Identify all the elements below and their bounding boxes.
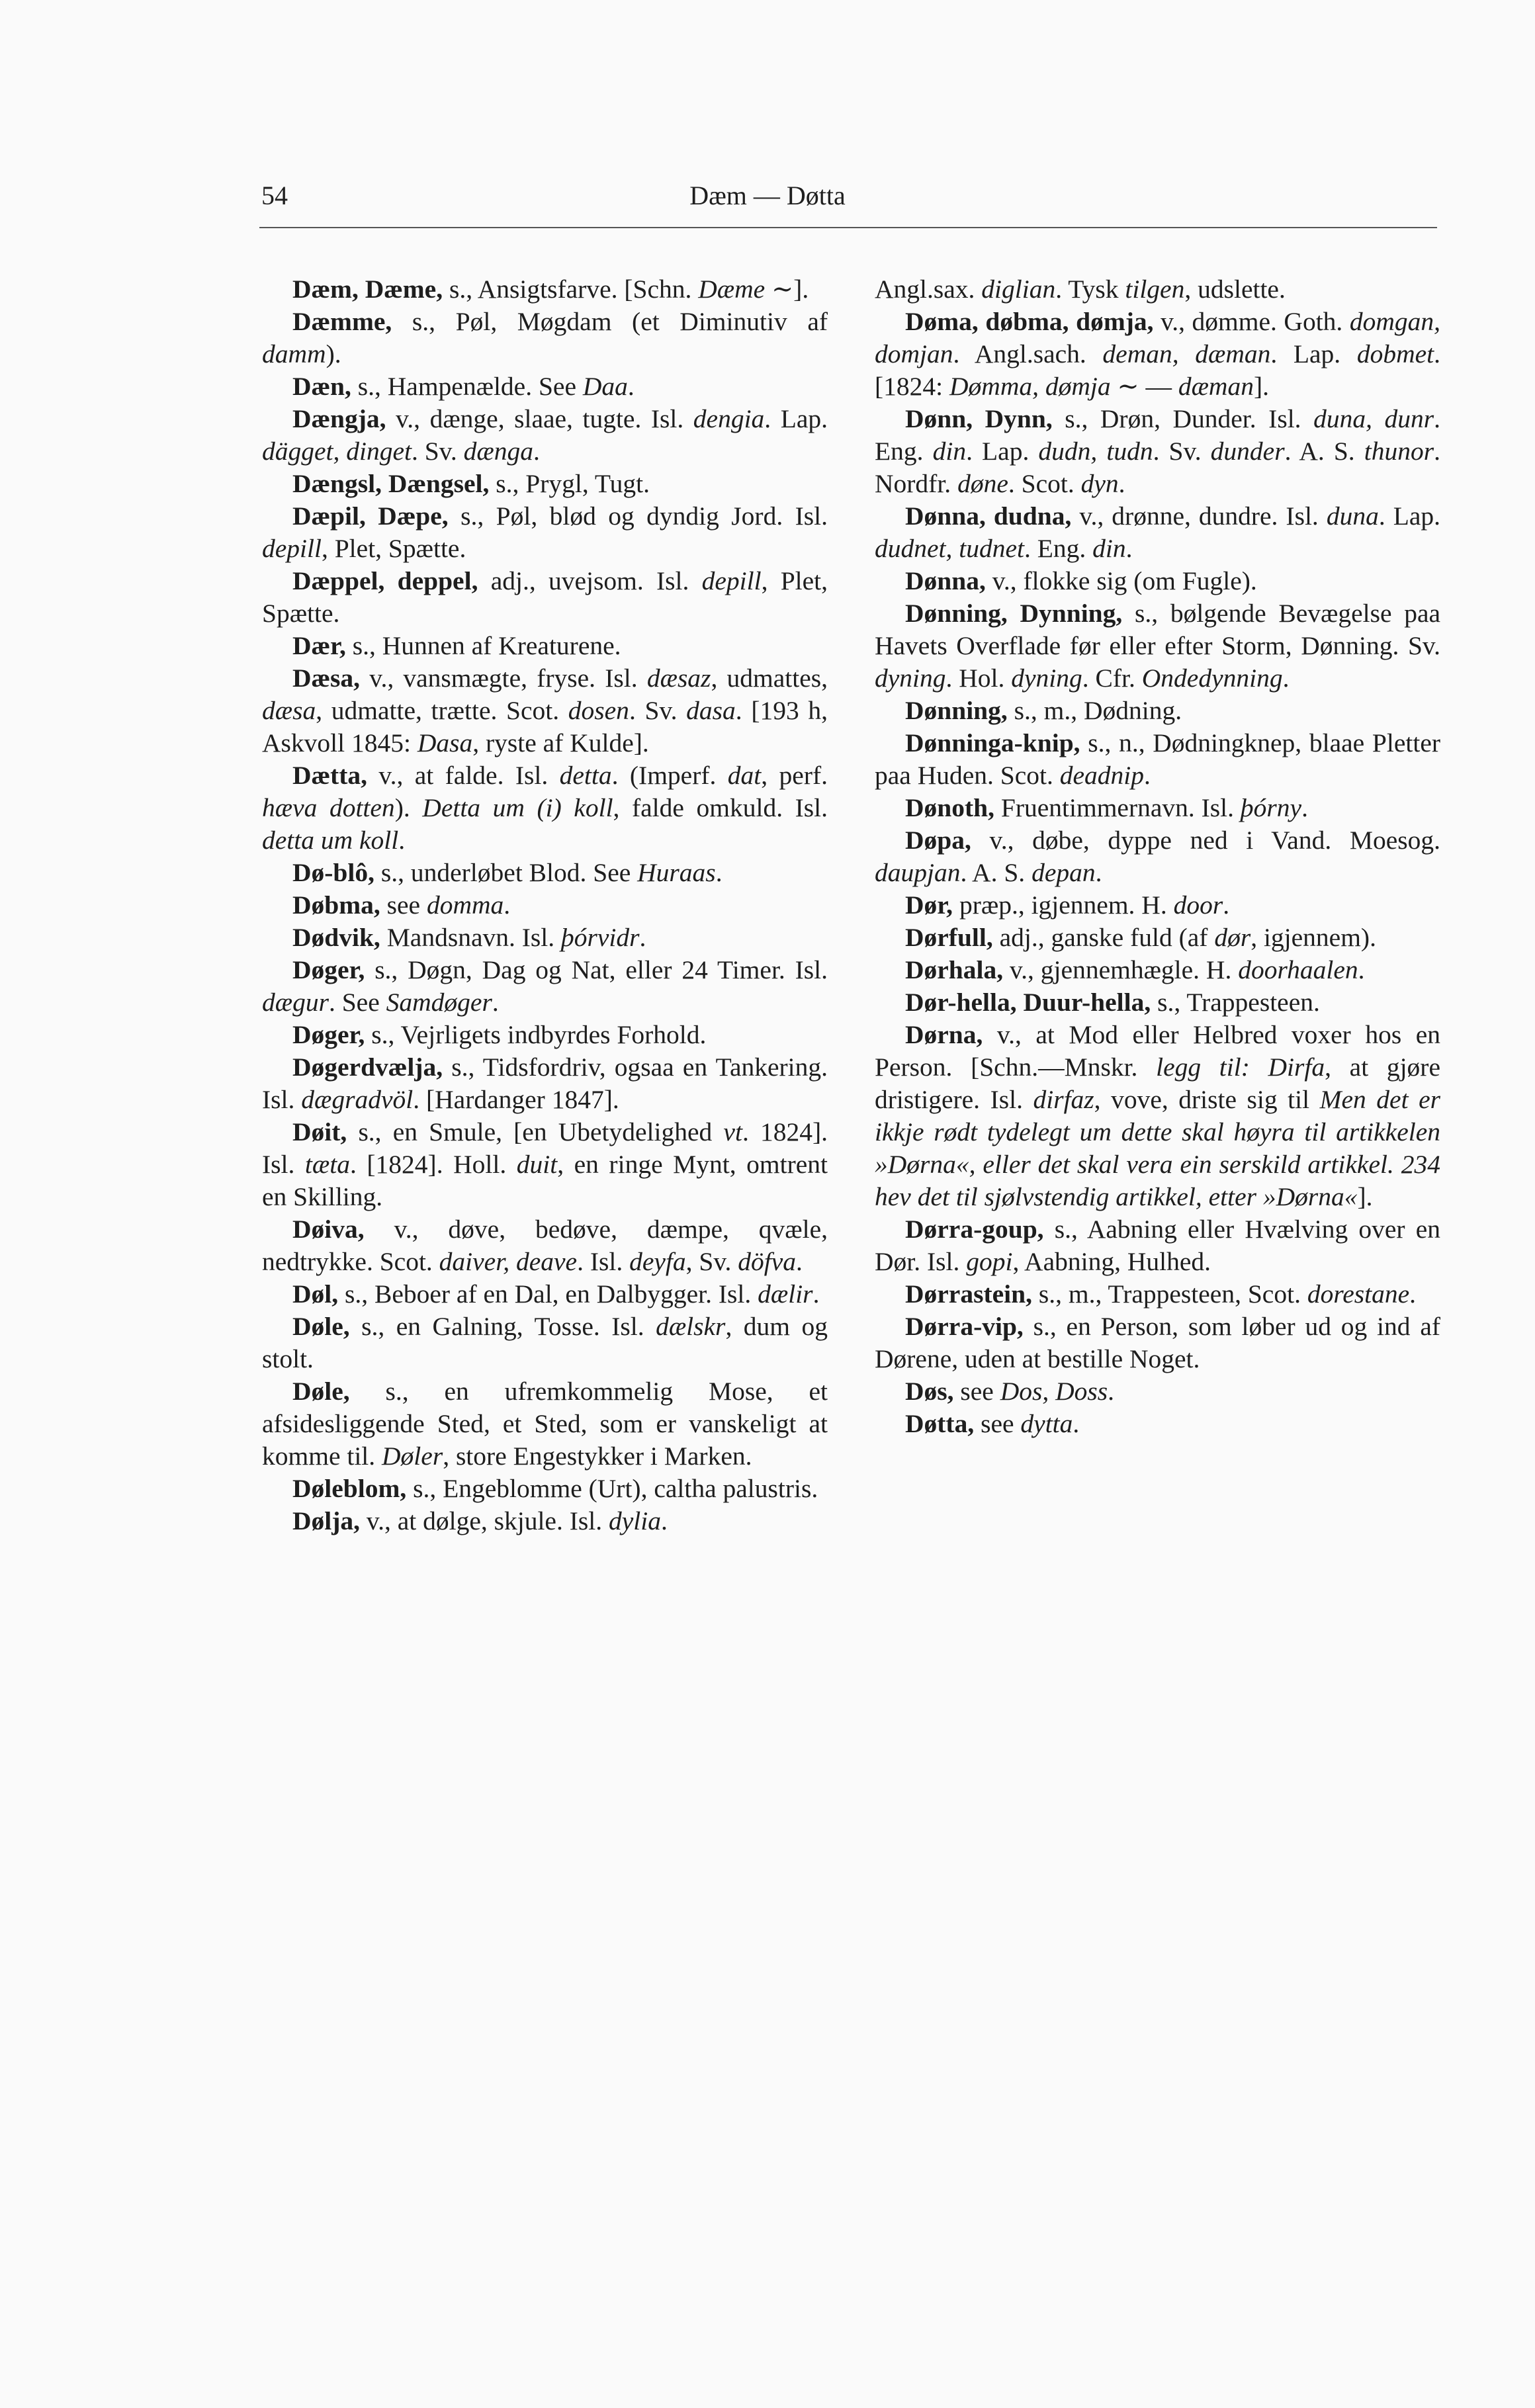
entry-definition: v., at falde. Isl. detta. (Imperf. dat, perf. hæva dotten). Detta um (i) koll, falde omkuld. Isl. detta um koll. [262, 761, 828, 855]
dictionary-entry [262, 1116, 828, 1213]
entry-definition: s., Beboer af en Dal, en Dalbygger. Isl. dælir. [345, 1279, 820, 1309]
entry-headword: Dør, [905, 890, 953, 920]
entry-definition: see dytta. [981, 1409, 1080, 1438]
dictionary-entry [875, 1408, 1440, 1440]
entry-definition: Fruentimmernavn. Isl. þórny. [1000, 793, 1308, 822]
entry-headword: Dætta, [292, 761, 367, 790]
running-head: Dæm — Døtta [689, 181, 846, 210]
dictionary-entry [262, 1278, 828, 1311]
entry-definition: s., Pøl, blød og dyndig Jord. Isl. depill, Plet, Spætte. [262, 501, 828, 563]
dictionary-entry [262, 857, 828, 889]
dictionary-entry [262, 1051, 828, 1116]
entry-headword: Dønninga-knip, [905, 728, 1080, 757]
entry-headword: Døger, [292, 955, 365, 984]
entry-headword: Dæpil, Dæpe, [292, 501, 449, 531]
entry-definition: v., dømme. Goth. domgan, domjan. Angl.sach. deman, dæman. Lap. dobmet. [1824: Dømma, dømja ∼ — dæman]. [875, 307, 1441, 401]
entry-definition: v., døbe, dyppe ned i Vand. Moesog. daupjan. A. S. depan. [875, 826, 1441, 887]
entry-headword: Dørfull, [905, 923, 993, 952]
entry-definition: s., m., Dødning. [1014, 696, 1182, 725]
entry-definition: s., Vejrligets indbyrdes Forhold. [371, 1020, 707, 1049]
entry-definition: adj., uvejsom. Isl. depill, Plet, Spætte. [262, 566, 828, 628]
dictionary-entry [875, 824, 1440, 889]
left-column [262, 273, 828, 1537]
entry-definition: s., en Galning, Tosse. Isl. dælskr, dum og stolt. [262, 1312, 828, 1373]
right-column [875, 273, 1440, 1440]
entry-headword: Dær, [292, 631, 346, 660]
dictionary-entry [262, 630, 828, 662]
dictionary-entry [875, 597, 1440, 695]
entry-headword: Dønning, [905, 696, 1008, 725]
entry-headword: Døle, [292, 1312, 350, 1341]
dictionary-entry [262, 1505, 828, 1537]
dictionary-entry [875, 986, 1440, 1019]
entry-headword: Dæm, Dæme, [292, 275, 443, 304]
dictionary-entry [875, 1019, 1440, 1213]
dictionary-entry [262, 1311, 828, 1375]
dictionary-entry [262, 306, 828, 370]
entry-definition: v., flokke sig (om Fugle). [992, 566, 1257, 595]
entry-definition: v., at Mod eller Helbred voxer hos en Person. [Schn.—Mnskr. legg til: Dirfa, at gjøre dristigere. Isl. dirfaz, vove, driste sig til Men det er ikkje rødt tydelegt um dette skal høyra til artikkelen »Dørna«, eller det skal vera ein serskild artikkel. 234 hev det til sjølvstendig artikkel, etter »Dørna«]. [875, 1020, 1440, 1211]
dictionary-entry [262, 922, 828, 954]
dictionary-entry [262, 1375, 828, 1473]
entry-definition: s., Døgn, Dag og Nat, eller 24 Timer. Isl. dægur. See Samdøger. [262, 955, 828, 1017]
entry-headword: Dørrastein, [905, 1279, 1032, 1309]
dictionary-entry [875, 1311, 1440, 1375]
entry-definition: see Dos, Doss. [960, 1377, 1115, 1406]
entry-definition: Angl.sax. diglian. Tysk tilgen, udslette. [875, 275, 1286, 304]
entry-definition: s., en Person, som løber ud og ind af Dørene, uden at bestille Noget. [875, 1312, 1440, 1373]
dictionary-entry [875, 1278, 1440, 1311]
dictionary-entry [875, 1375, 1440, 1408]
entry-definition: v., gjennemhægle. H. doorhaalen. [1010, 955, 1365, 984]
entry-definition: see domma. [386, 890, 511, 920]
entry-definition: s., Drøn, Dunder. Isl. duna, dunr. Eng. din. Lap. dudn, tudn. Sv. dunder. A. S. thunor. Nordfr. døne. Scot. dyn. [875, 404, 1440, 498]
entry-headword: Dæppel, deppel, [292, 566, 478, 595]
entry-definition: v., at dølge, skjule. Isl. dylia. [366, 1506, 668, 1535]
entry-definition: s., bølgende Bevægelse paa Havets Overflade før eller efter Storm, Dønning. Sv. dyning. Hol. dyning. Cfr. Ondedynning. [875, 599, 1441, 693]
page-number: 54 [261, 181, 288, 210]
dictionary-entry [875, 695, 1440, 727]
dictionary-entry [262, 273, 828, 306]
dictionary-entry [262, 403, 828, 468]
dictionary-entry [262, 370, 828, 403]
entry-headword: Dængja, [292, 404, 386, 433]
dictionary-entry [262, 500, 828, 565]
entry-definition: s., en ufremkommelig Mose, et afsidesliggende Sted, et Sted, som er vanskeligt at komme til. Døler, store Engestykker i Marken. [262, 1377, 828, 1471]
entry-headword: Dønoth, [905, 793, 994, 822]
header-rule [259, 227, 1437, 228]
entry-headword: Dødvik, [292, 923, 380, 952]
entry-definition: s., m., Trappesteen, Scot. dorestane. [1038, 1279, 1417, 1309]
entry-headword: Dørhala, [905, 955, 1004, 984]
entry-definition: s., Ansigtsfarve. [Schn. Dæme ∼]. [449, 275, 809, 304]
entry-definition: s., n., Dødningknep, blaae Pletter paa Huden. Scot. deadnip. [875, 728, 1440, 790]
entry-headword: Dør-hella, Duur-hella, [905, 988, 1151, 1017]
dictionary-entry [875, 565, 1440, 597]
dictionary-entry [875, 922, 1440, 954]
entry-definition: v., drønne, dundre. Isl. duna. Lap. dudnet, tudnet. Eng. din. [875, 501, 1440, 563]
entry-headword: Dø-blô, [292, 858, 374, 887]
entry-headword: Dængsl, Dængsel, [292, 469, 490, 498]
entry-headword: Dørra-goup, [905, 1215, 1044, 1244]
entry-headword: Dørra-vip, [905, 1312, 1024, 1341]
entry-headword: Døl, [292, 1279, 339, 1309]
dictionary-entry [262, 1473, 828, 1505]
entry-definition: s., Tidsfordriv, ogsaa en Tankering. Isl. dægradvöl. [Hardanger 1847]. [262, 1053, 828, 1114]
entry-headword: Døgerdvælja, [292, 1053, 443, 1082]
entry-headword: Døiva, [292, 1215, 365, 1244]
dictionary-entry [262, 662, 828, 759]
entry-definition: s., Aabning eller Hvælving over en Dør. Isl. gopi, Aabning, Hulhed. [875, 1215, 1440, 1276]
dictionary-entry [875, 500, 1440, 565]
entry-headword: Dølja, [292, 1506, 361, 1535]
entry-headword: Døs, [905, 1377, 954, 1406]
entry-definition: Mandsnavn. Isl. þórvidr. [386, 923, 646, 952]
dictionary-entry [262, 468, 828, 500]
entry-headword: Døleblom, [292, 1474, 407, 1503]
entry-headword: Dæn, [292, 372, 351, 401]
dictionary-entry [875, 273, 1440, 306]
entry-definition: s., underløbet Blod. See Huraas. [380, 858, 723, 887]
entry-definition: s., Pøl, Møgdam (et Diminutiv af damm). [262, 307, 828, 368]
entry-definition: v., døve, bedøve, dæmpe, qvæle, nedtrykke. Scot. daiver, deave. Isl. deyfa, Sv. döfva. [262, 1215, 828, 1276]
entry-definition: s., Prygl, Tugt. [496, 469, 650, 498]
entry-definition: s., Engeblomme (Urt), caltha palustris. [413, 1474, 818, 1503]
entry-definition: s., Hampenælde. See Daa. [357, 372, 635, 401]
entry-definition: s., Hunnen af Kreaturene. [352, 631, 621, 660]
entry-definition: s., en Smule, [en Ubetydelighed vt. 1824]. Isl. tæta. [1824]. Holl. duit, en ringe Mynt, omtrent en Skilling. [262, 1117, 828, 1211]
entry-definition: v., vansmægte, fryse. Isl. dæsaz, udmattes, dæsa, udmatte, trætte. Scot. dosen. Sv. dasa. [193 h, Askvoll 1845: Dasa, ryste af Kulde]. [262, 664, 828, 757]
dictionary-entry [262, 759, 828, 857]
entry-headword: Dørna, [905, 1020, 983, 1049]
entry-definition: v., dænge, slaae, tugte. Isl. dengia. Lap. dägget, dinget. Sv. dænga. [262, 404, 828, 466]
dictionary-entry [262, 889, 828, 922]
entry-definition: præp., igjennem. H. door. [959, 890, 1230, 920]
dictionary-entry [875, 889, 1440, 922]
dictionary-entry [262, 565, 828, 630]
entry-definition: adj., ganske fuld (af dør, igjennem). [999, 923, 1376, 952]
dictionary-entry [875, 306, 1440, 403]
entry-headword: Dønna, [905, 566, 986, 595]
entry-headword: Døger, [292, 1020, 365, 1049]
entry-headword: Dønning, Dynning, [905, 599, 1123, 628]
dictionary-entry [262, 1213, 828, 1278]
dictionary-entry [875, 954, 1440, 986]
dictionary-entry [875, 727, 1440, 792]
entry-headword: Døit, [292, 1117, 347, 1146]
entry-headword: Dæsa, [292, 664, 361, 693]
entry-headword: Dønna, dudna, [905, 501, 1072, 531]
entry-headword: Døtta, [905, 1409, 975, 1438]
entry-headword: Døpa, [905, 826, 971, 855]
entry-definition: s., Trappesteen. [1157, 988, 1320, 1017]
dictionary-entry [262, 954, 828, 1019]
entry-headword: Døma, døbma, dømja, [905, 307, 1154, 336]
entry-headword: Døle, [292, 1377, 350, 1406]
entry-headword: Dønn, Dynn, [905, 404, 1053, 433]
dictionary-entry [875, 403, 1440, 500]
dictionary-entry [875, 792, 1440, 824]
dictionary-entry [875, 1213, 1440, 1278]
dictionary-entry [262, 1019, 828, 1051]
entry-headword: Dæmme, [292, 307, 392, 336]
entry-headword: Døbma, [292, 890, 380, 920]
